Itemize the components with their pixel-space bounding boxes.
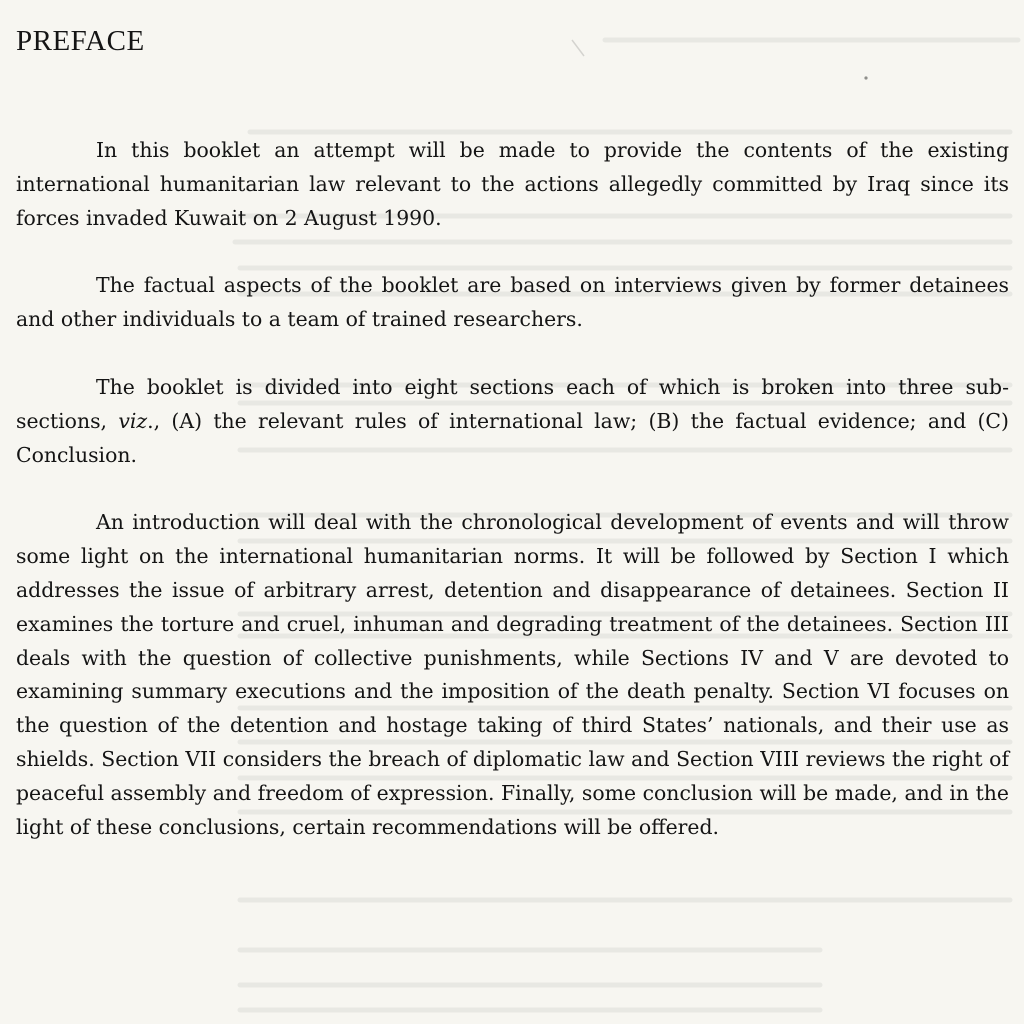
preface-body [16, 134, 1009, 878]
paragraph-1: In this booklet an attempt will be made to provide the contents of the existing international humanitarian law relevant to the actions allegedly committed by Iraq since its forces invaded Kuwait on 2 August 1990. [16, 138, 1009, 230]
page-title: PREFACE [16, 25, 145, 57]
paragraph-3 [16, 371, 1009, 472]
paragraph-4: An introduction will deal with the chronological development of events and will throw some light on the international humanitarian norms. It will be followed by Section I which addresses the issue of arbitrary arrest, detention and disappearance of detainees. Section II examines the torture and cruel, inhuman and degrading treatment of the detainees. Section III deals with the question of collective punishments, while Sections IV and V are devoted to examining summary executions and the imposition of the death penalty. Section VI focuses on the question of the detention and hostage taking of third States’ nationals, and their use as shields. Section VII considers the breach of diplomatic law and Section VIII reviews the right of peaceful assembly and freedom of expression. Finally, some conclusion will be made, and in the light of these conclusions, certain recommendations will be offered. [16, 510, 1009, 839]
paragraph-2: The factual aspects of the booklet are based on interviews given by former detainees and other individuals to a team of trained researchers. [16, 273, 1009, 332]
paragraph-3-lead: The booklet is divided into eight sections each of which is broken into three sub-sections, [16, 374, 1009, 433]
paragraph-3-italic-viz: viz [118, 408, 148, 433]
paragraph-3-rest: ., (A) the relevant rules of international law; (B) the factual evidence; and (C) Conclusion. [16, 408, 1009, 467]
